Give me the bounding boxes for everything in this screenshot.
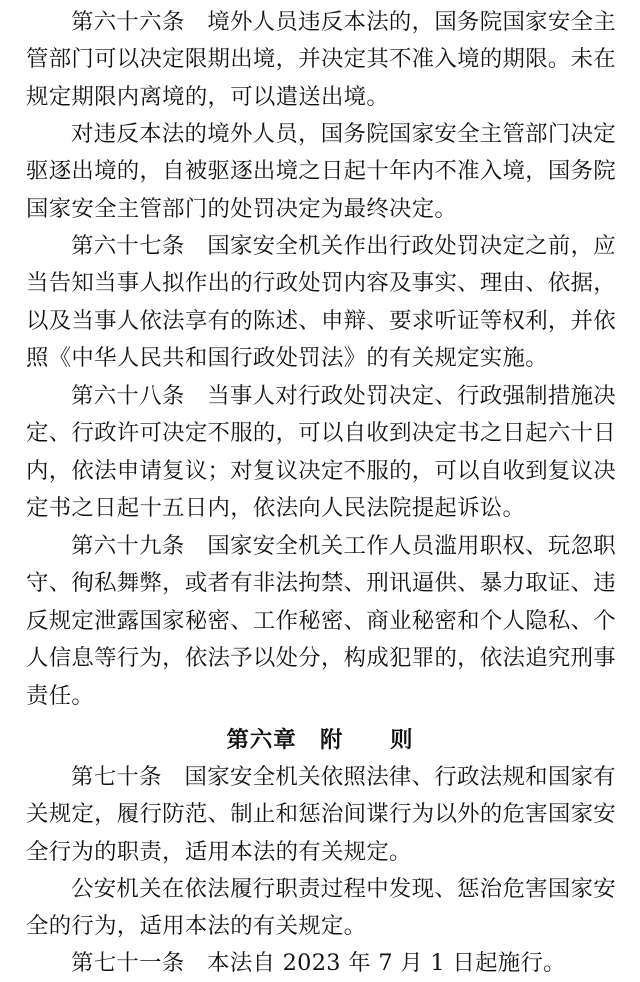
article-69-paragraph: 第六十九条 国家安全机关工作人员滥用职权、玩忽职守、徇私舞弊，或者有非法拘禁、刑讯逼供、暴力取证、违反规定泄露国家秘密、工作秘密、商业秘密和个人隐私、个人信息等行为，依法予以处分，构成犯罪的，依法追究刑事责任。 [26,533,616,709]
article-67-paragraph: 第六十七条 国家安全机关作出行政处罚决定之前，应当告知当事人拟作出的行政处罚内容及事实、理由、依据，以及当事人依法享有的陈述、申辩、要求听证等权利，并依照《中华人民共和国行政处罚法》的有关规定实施。 [26,233,616,372]
article-71-paragraph: 第七十一条 本法自 2023 年 7 月 1 日起施行。 [71,950,566,976]
article-66-expulsion-paragraph: 对违反本法的境外人员，国务院国家安全主管部门决定驱逐出境的，自被驱逐出境之日起十年内不准入境，国务院国家安全主管部门的处罚决定为最终决定。 [26,121,616,222]
chapter-six-heading: 第六章 附 则 [226,727,414,753]
article-70-public-security-paragraph: 公安机关在依法履行职责过程中发现、惩治危害国家安全的行为，适用本法的有关规定。 [26,876,616,940]
article-68-paragraph: 第六十八条 当事人对行政处罚决定、行政强制措施决定、行政许可决定不服的，可以自收到决定书之日起六十日内，依法申请复议；对复议决定不服的，可以自收到复议决定书之日起十五日内，依法向人民法院提起诉讼。 [26,383,616,522]
article-66-paragraph: 第六十六条 境外人员违反本法的，国务院国家安全主管部门可以决定限期出境，并决定其不准入境的期限。未在规定期限内离境的，可以遣送出境。 [26,9,616,110]
article-70-paragraph: 第七十条 国家安全机关依照法律、行政法规和国家有关规定，履行防范、制止和惩治间谍行为以外的危害国家安全行为的职责，适用本法的有关规定。 [26,764,616,865]
